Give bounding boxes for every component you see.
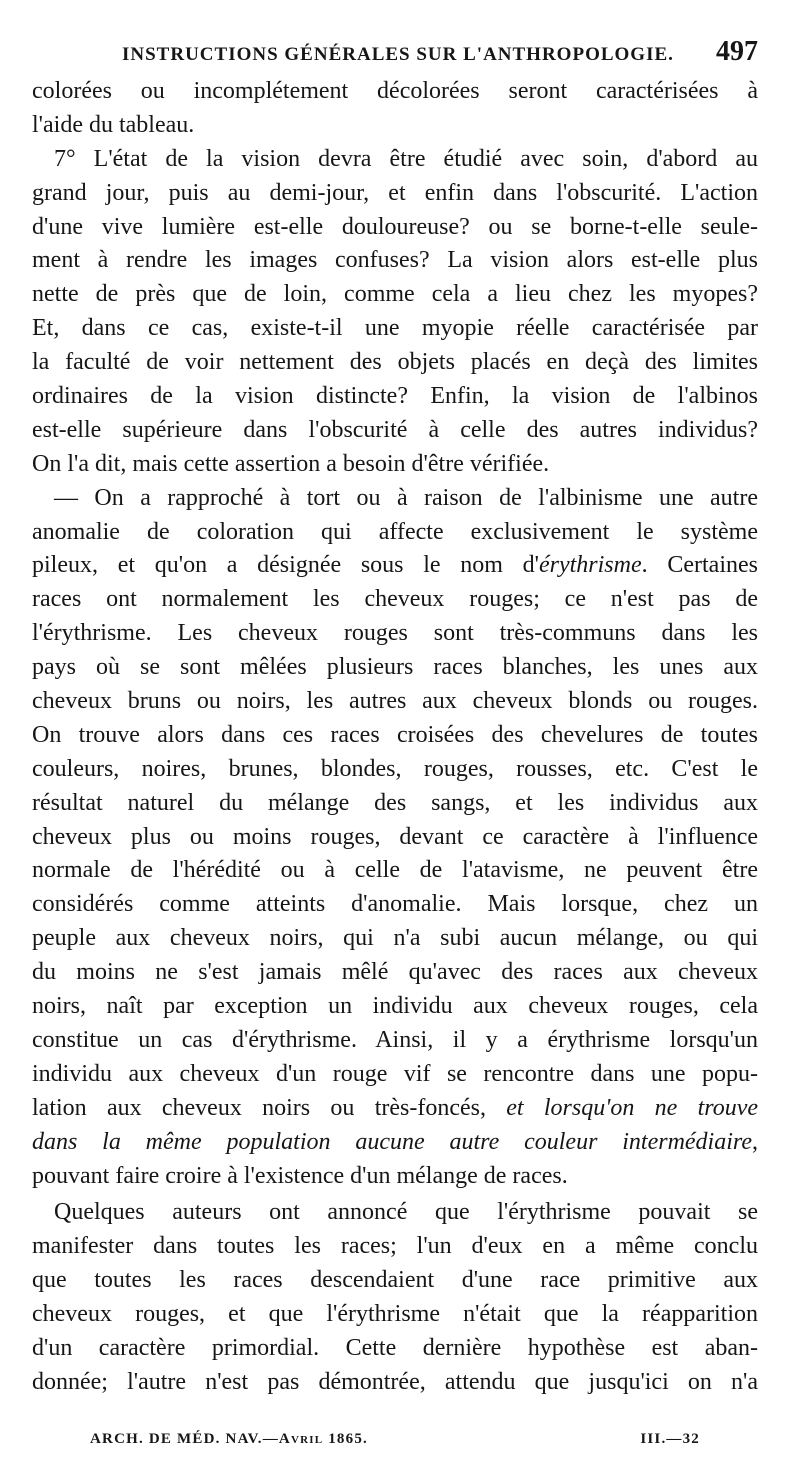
line-text: pouvant faire croire à l'existence d'un mélange de races. xyxy=(32,1162,568,1189)
line-text: pileux, et qu'on a désignée sous le nom d' xyxy=(32,552,539,579)
text-line xyxy=(32,956,758,990)
line-text: ment à rendre les images confuses? La vision alors est-elle plus xyxy=(32,247,758,274)
line-text: cheveux rouges, et que l'érythrisme n'était que la réapparition xyxy=(32,1301,758,1328)
line-text: manifester dans toutes les races; l'un d'eux en a même conclu xyxy=(32,1233,758,1260)
line-text: On trouve alors dans ces races croisées des chevelures de toutes xyxy=(32,721,758,748)
line-text: l'aide du tableau. xyxy=(32,111,195,138)
line-text: — On a rapproché à tort ou à raison de l'albinisme une autre xyxy=(54,484,758,511)
line-text: Quelques auteurs ont annoncé que l'érythrisme pouvait se xyxy=(54,1199,758,1226)
text-line xyxy=(32,583,758,617)
running-header xyxy=(122,36,758,72)
line-text: peuple aux cheveux noirs, qui n'a subi aucun mélange, ou qui xyxy=(32,925,758,952)
line-text: 7° L'état de la vision devra être étudié avec soin, d'abord au xyxy=(54,145,758,172)
page-footer xyxy=(90,1431,700,1448)
text-line xyxy=(32,143,758,177)
line-text: cheveux bruns ou noirs, les autres aux cheveux blonds ou rouges. xyxy=(32,688,758,715)
text-line xyxy=(32,549,758,583)
footer-signature-mark: III.—32 xyxy=(640,1431,700,1447)
text-line xyxy=(32,922,758,956)
text-line xyxy=(32,1160,758,1194)
line-text: pays où se sont mêlées plusieurs races blanches, les unes aux xyxy=(32,654,758,681)
text-line xyxy=(32,1058,758,1092)
line-text: Et, dans ce cas, existe-t-il une myopie réelle caractérisée par xyxy=(32,315,758,342)
text-line xyxy=(32,244,758,278)
text-line xyxy=(32,719,758,753)
line-text: races ont normalement les cheveux rouges; ce n'est pas de xyxy=(32,586,758,613)
line-text: grand jour, puis au demi-jour, et enfin dans l'obscurité. L'action xyxy=(32,179,758,206)
line-text: résultat naturel du mélange des sangs, et les individus aux xyxy=(32,789,758,816)
text-line xyxy=(32,482,758,516)
italic-text: dans la même population aucune autre couleur intermédiaire xyxy=(32,1128,752,1155)
text-line xyxy=(32,685,758,719)
text-line xyxy=(32,211,758,245)
line-text: est-elle supérieure dans l'obscurité à celle des autres individus? xyxy=(32,416,758,443)
line-text: d'un caractère primordial. Cette dernière hypothèse est aban- xyxy=(32,1334,758,1361)
line-text: la faculté de voir nettement des objets placés en deçà des limites xyxy=(32,349,758,376)
line-text: considérés comme atteints d'anomalie. Mais lorsque, chez un xyxy=(32,891,758,918)
line-text: couleurs, noires, brunes, blondes, rouges, rousses, etc. C'est le xyxy=(32,755,758,782)
line-text: nette de près que de loin, comme cela a lieu chez les myopes? xyxy=(32,281,758,308)
text-line xyxy=(32,651,758,685)
line-text-continuation: . Certaines xyxy=(641,552,758,579)
line-text: d'une vive lumière est-elle douloureuse? ou se borne-t-elle seule- xyxy=(32,213,758,240)
line-text: que toutes les races descendaient d'une race primitive aux xyxy=(32,1267,758,1294)
text-line xyxy=(32,516,758,550)
text-line xyxy=(32,1264,758,1298)
line-text: ordinaires de la vision distincte? Enfin, la vision de l'albinos xyxy=(32,383,758,410)
line-text: anomalie de coloration qui affecte exclusivement le système xyxy=(32,518,758,545)
text-line xyxy=(32,1366,758,1400)
line-text: lation aux cheveux noirs ou très-foncés, xyxy=(32,1094,507,1121)
line-text: On l'a dit, mais cette assertion a besoin d'être vérifiée. xyxy=(32,450,550,477)
text-line xyxy=(32,448,758,482)
line-text: noirs, naît par exception un individu aux cheveux rouges, cela xyxy=(32,993,758,1020)
text-line xyxy=(32,854,758,888)
body-text xyxy=(32,75,758,1400)
text-line xyxy=(32,1298,758,1332)
line-text: individu aux cheveux d'un rouge vif se rencontre dans une popu- xyxy=(32,1060,758,1087)
text-line xyxy=(32,109,758,143)
italic-text: érythrisme xyxy=(538,552,642,579)
text-line xyxy=(32,1230,758,1264)
text-line xyxy=(32,346,758,380)
text-line xyxy=(32,990,758,1024)
text-line xyxy=(32,888,758,922)
line-text: cheveux plus ou moins rouges, devant ce caractère à l'influence xyxy=(32,823,758,850)
line-text: constitue un cas d'érythrisme. Ainsi, il y a érythrisme lorsqu'un xyxy=(32,1026,758,1053)
text-line xyxy=(32,380,758,414)
text-line xyxy=(32,1092,758,1126)
line-text-continuation: , xyxy=(752,1128,758,1155)
text-line xyxy=(32,1024,758,1058)
line-text: donnée; l'autre n'est pas démontrée, attendu que jusqu'ici on n'a xyxy=(32,1368,758,1395)
text-line xyxy=(32,1332,758,1366)
header-title: INSTRUCTIONS GÉNÉRALES SUR L'ANTHROPOLOGIE. xyxy=(122,44,674,65)
text-line xyxy=(32,75,758,109)
text-line xyxy=(32,787,758,821)
text-line xyxy=(32,1126,758,1160)
footer-journal-reference: ARCH. DE MÉD. NAV.—Avril 1865. xyxy=(90,1431,368,1447)
line-text: du moins ne s'est jamais mêlé qu'avec des races aux cheveux xyxy=(32,959,758,986)
text-line xyxy=(32,821,758,855)
text-line xyxy=(32,617,758,651)
line-text: normale de l'hérédité ou à celle de l'atavisme, ne peuvent être xyxy=(32,857,758,884)
text-line xyxy=(32,753,758,787)
line-text: colorées ou incomplétement décolorées seront caractérisées à xyxy=(32,78,758,104)
page-number: 497 xyxy=(716,36,758,67)
line-text: l'érythrisme. Les cheveux rouges sont très-communs dans les xyxy=(32,620,758,647)
italic-text: et lorsqu'on ne trouve xyxy=(506,1094,758,1121)
text-line xyxy=(32,278,758,312)
text-line xyxy=(32,177,758,211)
text-line xyxy=(32,312,758,346)
text-line xyxy=(32,1196,758,1230)
text-line xyxy=(32,414,758,448)
